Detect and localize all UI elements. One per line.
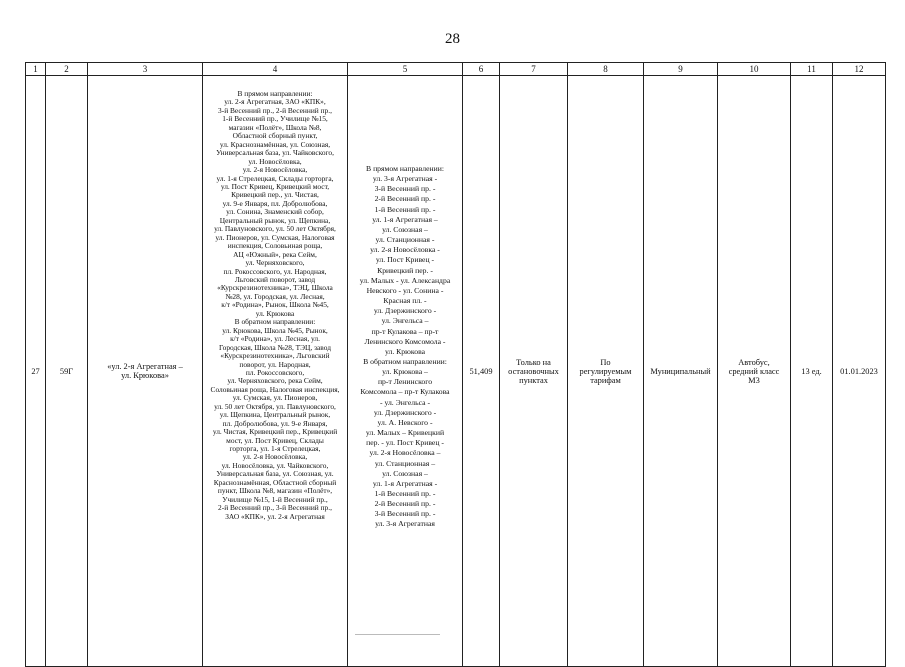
header-cell-5: 5 bbox=[348, 63, 463, 76]
header-cell-7: 7 bbox=[500, 63, 568, 76]
vehicle-count: 13 ед. bbox=[791, 76, 833, 667]
vehicle-class: Автобус, средний класс М3 bbox=[718, 76, 791, 667]
tariff-type: По регулируемым тарифам bbox=[568, 76, 644, 667]
route-table bbox=[25, 62, 886, 667]
boarding-order: Только на остановочных пунктах bbox=[500, 76, 568, 667]
header-cell-1: 1 bbox=[26, 63, 46, 76]
table-row bbox=[26, 76, 886, 667]
route-type: Муниципальный bbox=[644, 76, 718, 667]
route-name: «ул. 2-я Агрегатная – ул. Крюкова» bbox=[88, 76, 203, 667]
header-cell-10: 10 bbox=[718, 63, 791, 76]
header-cell-6: 6 bbox=[463, 63, 500, 76]
column-number-row bbox=[26, 63, 886, 76]
route-length: 51,409 bbox=[463, 76, 500, 667]
header-cell-9: 9 bbox=[644, 63, 718, 76]
route-number: 59Г bbox=[46, 76, 88, 667]
header-cell-4: 4 bbox=[203, 63, 348, 76]
streets-list: В прямом направлении: ул. 3-я Агрегатная - 3-й Весенний пр. - 2-й Весенний пр. - 1-й Весенний пр. - ул. 1-я Агрегатная – ул. Союзная – ул. Станционная - ул. 2-я Новосёловка - ул. Пост Кривец - Кривецкий пер. - ул. Малых - ул. Александра Невского - ул. Сонина - Красная пл. - ул. Дзержинского - ул. Энгельса – пр-т Кулакова – пр-т Ленинского Комсомола - ул. Крюкова В обратном направлении: ул. Крюкова – пр-т Ленинского Комсомола – пр-т Кулакова - ул. Энгельса - ул. Дзержинского - ул. А. Невского - ул. Малых – Кривецкий пер. - ул. Пост Кривец - ул. 2-я Новосёловка – ул. Станционная – ул. Союзная – ул. 1-я Агрегатная - 1-й Весенний пр. - 2-й Весенний пр. - 3-й Весенний пр. - ул. 3-я Агрегатная bbox=[348, 76, 463, 667]
header-cell-3: 3 bbox=[88, 63, 203, 76]
start-date: 01.01.2023 bbox=[833, 76, 886, 667]
page-number: 28 bbox=[445, 31, 460, 47]
stops-list: В прямом направлении: ул. 2-я Агрегатная, ЗАО «КПК», 3-й Весенний пр., 2-й Весенний пр., 1-й Весенний пр., Училище №15, магазин «Полёт», Школа №8, Областной сборный пункт, ул. Краснознамённая, ул. Союзная, Универсальная база, ул. Чайковского, ул. Новосёловка, ул. 2-я Новосёловка, ул. 1-я Стрелецкая, Склады горторга, ул. Пост Кривец, Кривецкий мост, Кривецкий пер., ул. Чистая, ул. 9-е Января, пл. Добролюбова, ул. Сонина, Знаменский собор, Центральный рынок, ул. Щепкина, ул. Павлуновского, ул. 50 лет Октября, ул. Пионеров, ул. Сумская, Налоговая инспекция, Соловьиная роща, АЦ «Южный», река Сейм, ул. Черняховского, пл. Рокоссовского, ул. Народная, Льговский поворот, завод «Курскрезинотехника», ТЭЦ, Школа №28, ул. Городская, ул. Лесная, к/т «Родина», Рынок, Школа №45, ул. Крюкова В обратном направлении: ул. Крюкова, Школа №45, Рынок, к/т «Родина», ул. Лесная, ул. Городская, Школа №28, ТЭЦ, завод «Курскрезинотехника», Льговский поворот, ул. Народная, пл. Рокоссовского, ул. Черняховского, река Сейм, Соловьиная роща, Налоговая инспекция, ул. Сумская, ул. Пионеров, ул. 50 лет Октября, ул. Павлуновского, ул. Щепкина, Центральный рынок, пл. Добролюбова, ул. 9-е Января, ул. Чистая, Кривецкий пер., Кривецкий мост, ул. Пост Кривец, Склады горторга, ул. 1-я Стрелецкая, ул. 2-я Новосёловка, ул. Новосёловка, ул. Чайковского, Универсальная база, ул. Союзная, ул. Краснознамённая, Областной сборный пункт, Школа №8, магазин «Полёт», Училище №15, 1-й Весенний пр., 2-й Весенний пр., 3-й Весенний пр., ЗАО «КПК», ул. 2-я Агрегатная bbox=[203, 76, 348, 667]
header-cell-11: 11 bbox=[791, 63, 833, 76]
header-cell-12: 12 bbox=[833, 63, 886, 76]
header-cell-8: 8 bbox=[568, 63, 644, 76]
page-bottom-mark bbox=[355, 634, 440, 635]
route-index: 27 bbox=[26, 76, 46, 667]
header-cell-2: 2 bbox=[46, 63, 88, 76]
